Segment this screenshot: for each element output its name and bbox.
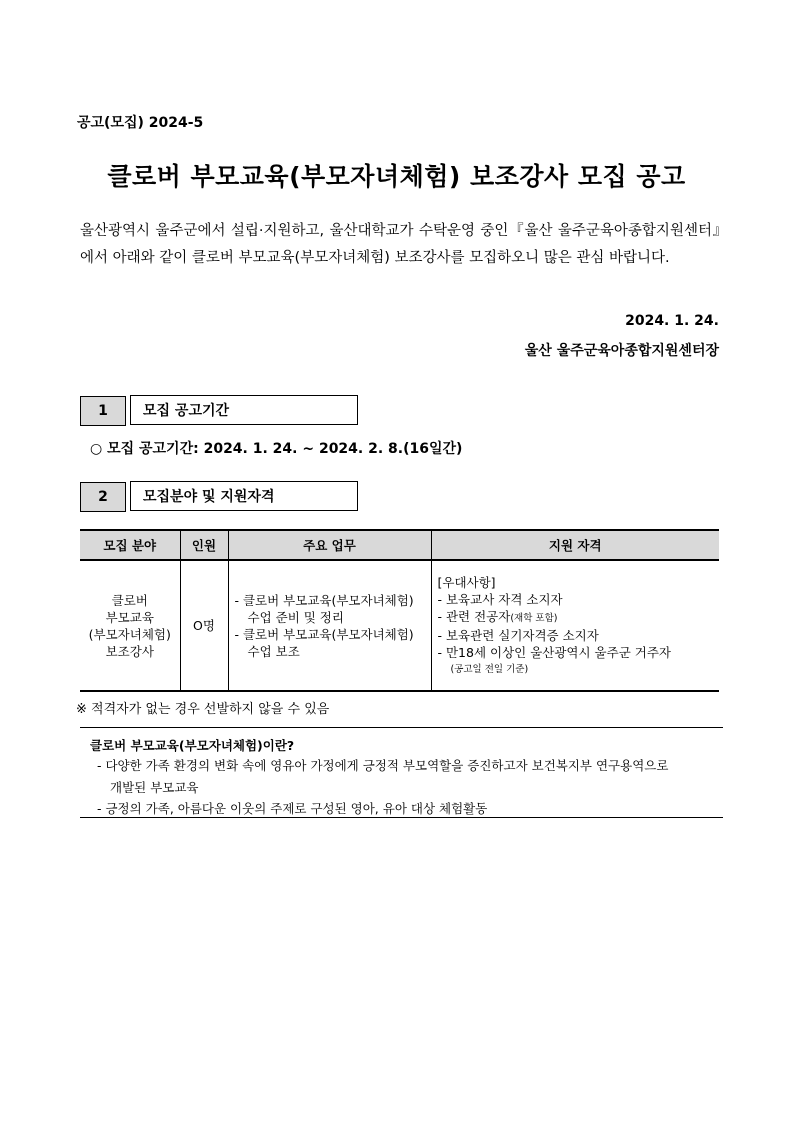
selection-note: ※ 적격자가 없는 경우 선발하지 않을 수 있음 — [76, 702, 330, 717]
table-row — [80, 560, 719, 691]
duty-line: 수업 준비 및 정리 — [247, 609, 344, 625]
qual-line-note: (공고일 전일 기준) — [450, 663, 529, 675]
qual-line: - 보육관련 실기자격증 소지자 — [437, 627, 599, 643]
duty-line: - 클로버 부모교육(부모자녀체험) — [234, 592, 414, 608]
announcement-date: 2024. 1. 24. — [625, 313, 719, 329]
section-1-title: 모집 공고기간 — [130, 395, 358, 425]
field-cell — [80, 560, 180, 691]
intro-paragraph: 울산광역시 울주군에서 설립·지원하고, 울산대학교가 수탁운영 중인『울산 울주군육아종합지원센터』에서 아래와 같이 클로버 부모교육(부모자녀체험) 보조강사를 모집하오니 많은 관심 바랍니다. — [80, 223, 721, 266]
qual-line-small: (재학 포함) — [510, 612, 558, 624]
field-line: 부모교육 — [105, 609, 154, 625]
section-2-number: 2 — [80, 482, 126, 512]
info-box-title: 클로버 부모교육(부모자녀체험)이란? — [90, 738, 295, 753]
info-line: - 긍정의 가족, 아름다운 이웃의 주제로 구성된 영아, 유아 대상 체험활동 — [97, 801, 488, 816]
signer: 울산 울주군육아종합지원센터장 — [524, 343, 719, 359]
count-cell: O명 — [180, 560, 228, 691]
qual-line: - 보육교사 자격 소지자 — [437, 591, 563, 607]
header-duties: 주요 업무 — [228, 530, 431, 560]
section-2-title: 모집분야 및 지원자격 — [130, 481, 358, 511]
duties-cell — [228, 560, 431, 691]
notice-number: 공고(모집) 2024-5 — [77, 115, 204, 131]
field-line: (부모자녀체험) — [88, 626, 171, 642]
qual-heading: [우대사항] — [437, 574, 496, 590]
duty-line: - 클로버 부모교육(부모자녀체험) — [234, 626, 414, 642]
section-1-number: 1 — [80, 396, 126, 426]
info-line: 개발된 부모교육 — [110, 780, 199, 795]
recruitment-period: ○ 모집 공고기간: 2024. 1. 24. ~ 2024. 2. 8.(16일간) — [90, 441, 463, 457]
field-line: 보조강사 — [105, 643, 154, 659]
page-title: 클로버 부모교육(부모자녀체험) 보조강사 모집 공고 — [107, 162, 686, 191]
header-qualifications: 지원 자격 — [431, 530, 719, 560]
header-field: 모집 분야 — [80, 530, 180, 560]
qual-line-main: - 관련 전공자 — [437, 608, 511, 624]
qual-line: - 만18세 이상인 울산광역시 울주군 거주자 — [437, 644, 671, 660]
recruitment-table — [80, 529, 719, 692]
field-line: 클로버 — [111, 592, 148, 608]
qual-line — [438, 608, 719, 627]
info-line: - 다양한 가족 환경의 변화 속에 영유아 가정에게 긍정적 부모역할을 증진하고자 보건복지부 연구용역으로 — [97, 758, 669, 773]
table-header-row — [80, 530, 719, 560]
duty-line: 수업 보조 — [247, 643, 300, 659]
header-count: 인원 — [180, 530, 228, 560]
qualifications-cell — [431, 560, 719, 691]
